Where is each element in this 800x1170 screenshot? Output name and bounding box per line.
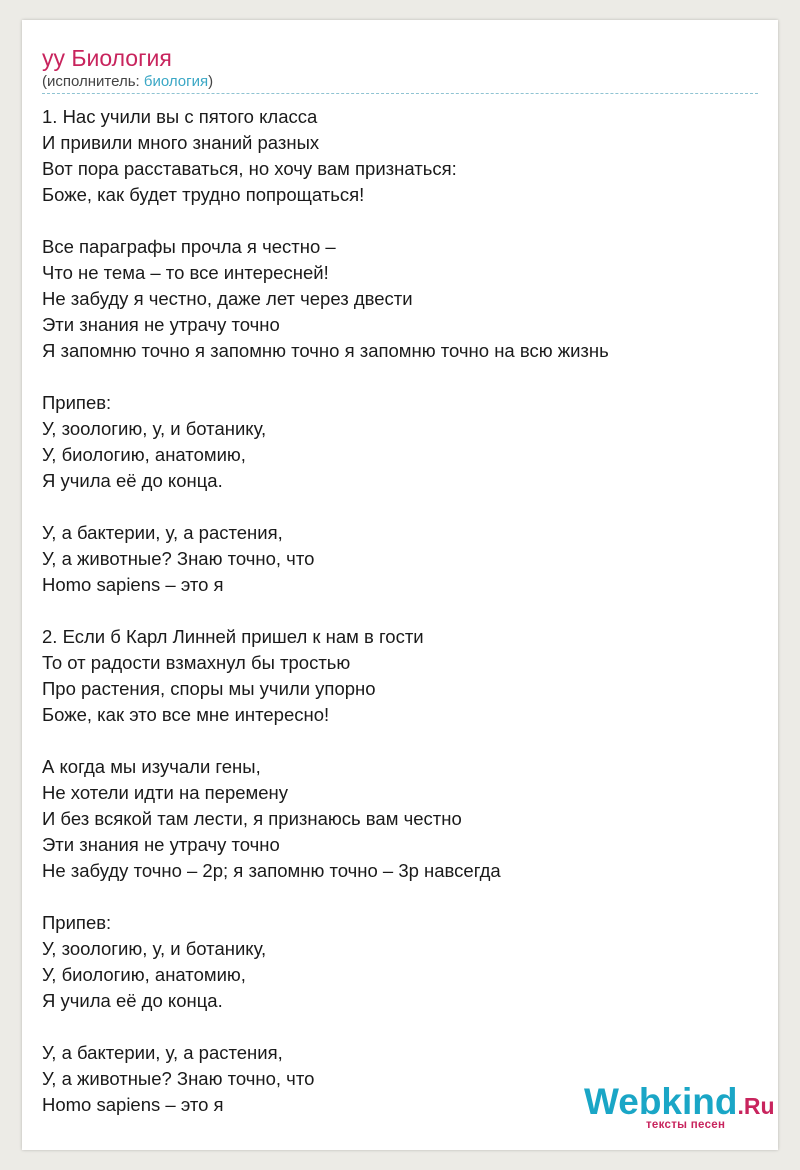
lyric-line: Все параграфы прочла я честно –: [42, 236, 336, 257]
lyric-line: У, а бактерии, у, а растения,: [42, 1042, 283, 1063]
artist-line: [42, 73, 213, 91]
lyric-line: И без всякой там лести, я признаюсь вам честно: [42, 808, 462, 829]
lyric-line: У, а животные? Знаю точно, что: [42, 548, 315, 569]
lyric-line: 2. Если б Карл Линней пришел к нам в гости: [42, 626, 424, 647]
stanza-gap: [42, 884, 609, 910]
lyric-line: Про растения, споры мы учили упорно: [42, 678, 376, 699]
stanza-gap: [42, 208, 609, 234]
lyric-line: Homo sapiens – это я: [42, 1094, 224, 1115]
stanza-gap: [42, 364, 609, 390]
lyric-line: Боже, как это все мне интересно!: [42, 704, 330, 725]
lyric-line: Я учила её до конца.: [42, 470, 223, 491]
webkind-logo[interactable]: [584, 1080, 784, 1150]
lyric-line: 1. Нас учили вы с пятого класса: [42, 106, 318, 127]
lyric-line: Эти знания не утрачу точно: [42, 314, 280, 335]
lyric-line: Припев:: [42, 392, 112, 413]
lyric-line: Припев:: [42, 912, 112, 933]
artist-suffix: ): [208, 73, 214, 90]
lyric-line: Не забуду я честно, даже лет через двести: [42, 288, 413, 309]
lyric-line: У, биологию, анатомию,: [42, 964, 246, 985]
lyric-line: У, биологию, анатомию,: [42, 444, 246, 465]
lyric-line: Я учила её до конца.: [42, 990, 223, 1011]
lyric-line: То от радости взмахнул бы тростью: [42, 652, 351, 673]
lyric-line: У, зоологию, у, и ботанику,: [42, 938, 267, 959]
lyric-line: А когда мы изучали гены,: [42, 756, 261, 777]
lyric-line: Не забуду точно – 2р; я запомню точно – 3р навсегда: [42, 860, 501, 881]
lyric-line: У, а бактерии, у, а растения,: [42, 522, 283, 543]
lyric-line: У, а животные? Знаю точно, что: [42, 1068, 315, 1089]
lyric-line: Вот пора расставаться, но хочу вам признаться:: [42, 158, 457, 179]
lyric-line: Что не тема – то все интересней!: [42, 262, 329, 283]
lyrics-text: [42, 104, 609, 1118]
artist-link[interactable]: биология: [143, 73, 209, 90]
lyric-line: И привили много знаний разных: [42, 132, 320, 153]
lyric-line: Боже, как будет трудно попрощаться!: [42, 184, 365, 205]
lyric-line: Эти знания не утрачу точно: [42, 834, 280, 855]
title-divider: [42, 93, 758, 94]
stanza-gap: [42, 598, 609, 624]
lyric-line: Homo sapiens – это я: [42, 574, 224, 595]
logo-tagline: тексты песен: [646, 1119, 726, 1131]
artist-prefix: (исполнитель:: [42, 73, 144, 90]
song-title: уу Биология: [42, 45, 172, 71]
stanza-gap: [42, 728, 609, 754]
stanza-gap: [42, 1014, 609, 1040]
lyric-line: Я запомню точно я запомню точно я запомню точно на всю жизнь: [42, 340, 609, 361]
logo-domain: .Ru: [737, 1093, 775, 1119]
stanza-gap: [42, 494, 609, 520]
logo-wordmark: Webkind.Ru: [584, 1081, 775, 1122]
lyric-line: Не хотели идти на перемену: [42, 782, 289, 803]
lyric-line: У, зоологию, у, и ботанику,: [42, 418, 267, 439]
lyrics-page: [22, 20, 778, 1150]
